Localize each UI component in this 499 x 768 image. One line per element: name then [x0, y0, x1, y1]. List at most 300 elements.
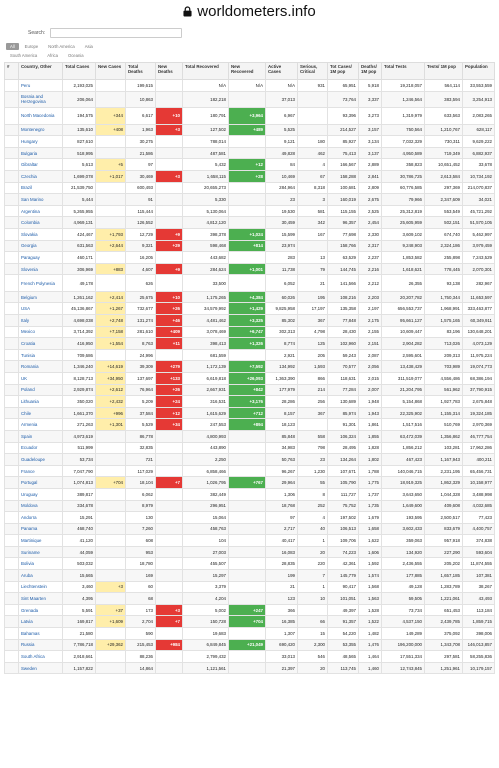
table-cell: 297,369: [425, 182, 463, 194]
table-cell: 2,970,369: [463, 419, 495, 431]
table-row: [5, 604, 495, 616]
table-cell: 1: [298, 581, 328, 593]
table-row: [5, 291, 495, 303]
country-link[interactable]: Bahamas: [19, 628, 63, 640]
table-cell: 5,265,955: [63, 205, 96, 217]
filter-row: [6, 52, 499, 59]
table-cell: [156, 512, 183, 524]
country-link[interactable]: Ecuador: [19, 442, 63, 454]
table-cell: 284,964: [266, 182, 298, 194]
table-cell: 359,063: [382, 535, 425, 547]
table-cell: 1,221,061: [425, 593, 463, 605]
country-link[interactable]: France: [19, 465, 63, 477]
filter-chip[interactable]: North America: [48, 44, 75, 49]
country-link[interactable]: Bolivia: [19, 558, 63, 570]
table-cell: 8,763: [126, 338, 156, 350]
column-header[interactable]: Country, Other: [19, 63, 63, 80]
table-row: [5, 407, 495, 419]
table-row: [5, 465, 495, 477]
country-link[interactable]: Panama: [19, 523, 63, 535]
table-cell: 100,681: [328, 182, 359, 194]
country-link[interactable]: Poland: [19, 384, 63, 396]
table-cell: 3,643,650: [382, 488, 425, 500]
table-cell: 374,838: [463, 535, 495, 547]
column-header[interactable]: Active Cases: [266, 63, 298, 80]
country-link[interactable]: Martinique: [19, 535, 63, 547]
table-cell: 719,349: [425, 147, 463, 159]
table-cell: [96, 465, 126, 477]
row-number: [5, 546, 19, 558]
table-cell: 3,714,392: [63, 326, 96, 338]
table-cell: [229, 546, 266, 558]
table-cell: 4,973,619: [63, 430, 96, 442]
table-cell: +247: [229, 604, 266, 616]
table-row: [5, 275, 495, 292]
table-cell: [96, 558, 126, 570]
table-cell: [156, 488, 183, 500]
table-cell: 1,230: [298, 465, 328, 477]
table-cell: +814: [229, 240, 266, 252]
table-cell: 2,809: [359, 182, 382, 194]
column-header[interactable]: New Recovered: [229, 63, 266, 80]
table-cell: 721: [126, 454, 156, 466]
table-cell: 33,500: [183, 275, 229, 292]
table-cell: +6,747: [229, 326, 266, 338]
lock-icon: [183, 6, 192, 17]
table-cell: 115,155: [328, 205, 359, 217]
country-link[interactable]: Hungary: [19, 136, 63, 148]
table-cell: 77,848: [328, 315, 359, 327]
table-cell: 674,740: [425, 228, 463, 240]
table-cell: 177,979: [266, 384, 298, 396]
table-cell: 41,120: [63, 535, 96, 547]
table-cell: +2,612: [96, 384, 126, 396]
table-cell: 4,481,462: [183, 315, 229, 327]
table-cell: [156, 275, 183, 292]
country-link[interactable]: Croatia: [19, 338, 63, 350]
table-cell: 2,841: [359, 170, 382, 182]
table-row: [5, 523, 495, 535]
column-header[interactable]: Total Tests: [382, 63, 425, 80]
table-cell: 6,617: [126, 108, 156, 125]
country-link[interactable]: Argentina: [19, 205, 63, 217]
table-cell: 7,032,329: [382, 136, 425, 148]
country-link[interactable]: Guadeloupe: [19, 454, 63, 466]
table-cell: 70,577: [328, 361, 359, 373]
table-cell: 28,286: [266, 396, 298, 408]
filter-chip[interactable]: Asia: [84, 44, 93, 49]
table-cell: 43,493: [463, 593, 495, 605]
country-link[interactable]: Brazil: [19, 182, 63, 194]
table-cell: 106,513: [328, 523, 359, 535]
table-cell: 73,764: [328, 91, 359, 108]
table-cell: 195: [298, 291, 328, 303]
country-link[interactable]: Latvia: [19, 616, 63, 628]
column-header[interactable]: Total Deaths: [126, 63, 156, 80]
table-cell: 7,243,529: [463, 252, 495, 264]
country-link[interactable]: San Marino: [19, 194, 63, 206]
country-link[interactable]: Uruguay: [19, 488, 63, 500]
table-cell: 510,769: [425, 419, 463, 431]
filter-chip[interactable]: South America: [10, 53, 38, 58]
column-header[interactable]: New Cases: [96, 63, 126, 80]
table-cell: 1,363,390: [266, 372, 298, 384]
table-cell: +3: [156, 170, 183, 182]
table-cell: 134,992: [266, 361, 298, 373]
table-cell: 4,950,589: [382, 147, 425, 159]
table-cell: 2,324,186: [425, 240, 463, 252]
table-row: [5, 546, 495, 558]
table-row: [5, 662, 495, 674]
table-cell: 214,070,837: [463, 182, 495, 194]
row-number: [5, 205, 19, 217]
table-cell: +12: [156, 407, 183, 419]
country-link[interactable]: UK: [19, 372, 63, 384]
table-cell: 1,927,783: [425, 396, 463, 408]
table-cell: +3: [156, 124, 183, 136]
table-cell: 45,136,867: [63, 303, 96, 315]
table-cell: 140,046,715: [382, 465, 425, 477]
table-cell: 3,979,459: [463, 240, 495, 252]
table-cell: 502,151: [425, 217, 463, 229]
table-row: [5, 240, 495, 252]
search-row: [28, 27, 499, 39]
table-cell: 123: [266, 593, 298, 605]
table-cell: [96, 217, 126, 229]
column-header[interactable]: Tot Cases/ 1M pop: [328, 63, 359, 80]
table-cell: 1,026,795: [183, 477, 229, 489]
table-cell: [156, 523, 183, 535]
table-cell: [229, 465, 266, 477]
table-cell: 55: [298, 477, 328, 489]
table-cell: 1,074,813: [63, 477, 96, 489]
row-number: [5, 535, 19, 547]
country-link[interactable]: Sweden: [19, 662, 63, 674]
country-link[interactable]: Spain: [19, 430, 63, 442]
table-cell: 633,563: [425, 108, 463, 125]
filter-chip[interactable]: Europe: [24, 44, 39, 49]
table-cell: 169: [126, 570, 156, 582]
table-cell: 8,774: [266, 338, 298, 350]
table-cell: 1,963: [126, 124, 156, 136]
region-filters: [6, 43, 499, 59]
table-cell: 1,346,240: [63, 361, 96, 373]
table-cell: [156, 558, 183, 570]
table-cell: 19,683: [183, 628, 229, 640]
column-header[interactable]: Total Recovered: [183, 63, 229, 80]
country-link[interactable]: Peru: [19, 80, 63, 92]
table-cell: 4,395: [63, 593, 96, 605]
table-cell: 1,574: [359, 570, 382, 582]
table-cell: 2,197: [359, 303, 382, 315]
table-cell: 6,858,466: [183, 465, 229, 477]
table-cell: 30,469: [126, 170, 156, 182]
table-cell: 5,130,064: [183, 205, 229, 217]
table-cell: 6,052: [266, 275, 298, 292]
row-number: [5, 124, 19, 136]
table-cell: +3,325: [229, 315, 266, 327]
table-cell: 468,740: [63, 523, 96, 535]
table-cell: 2,454: [359, 217, 382, 229]
table-cell: [229, 275, 266, 292]
table-cell: 39,309: [126, 361, 156, 373]
table-cell: 77,284: [328, 384, 359, 396]
table-cell: [96, 430, 126, 442]
table-cell: 91: [126, 194, 156, 206]
country-link[interactable]: Colombia: [19, 217, 63, 229]
table-cell: 367: [298, 407, 328, 419]
table-cell: 247,553: [183, 419, 229, 431]
country-link[interactable]: Gibraltar: [19, 159, 63, 171]
table-cell: 389,817: [63, 488, 96, 500]
table-cell: 95,661,127: [382, 315, 425, 327]
table-cell: +28: [229, 170, 266, 182]
table-cell: 5,591: [63, 604, 96, 616]
table-cell: +29: [156, 240, 183, 252]
table-cell: 1,943: [359, 407, 382, 419]
country-link[interactable]: North Macedonia: [19, 108, 63, 125]
table-cell: 130,689: [328, 396, 359, 408]
table-cell: 1,307: [266, 628, 298, 640]
table-cell: 1,618,621: [382, 263, 425, 275]
country-link[interactable]: Andorra: [19, 512, 63, 524]
table-row: [5, 124, 495, 136]
table-cell: 214,527: [328, 124, 359, 136]
table-cell: 73,734: [382, 604, 425, 616]
table-cell: 30,275: [126, 136, 156, 148]
table-cell: 49,828: [266, 147, 298, 159]
search-input[interactable]: [50, 28, 182, 38]
filter-chip[interactable]: Africa: [47, 53, 58, 58]
table-cell: +133: [156, 372, 183, 384]
table-cell: 1,517,516: [382, 419, 425, 431]
country-link[interactable]: Sint Maarten: [19, 593, 63, 605]
table-cell: [229, 454, 266, 466]
column-header[interactable]: #: [5, 63, 19, 80]
table-cell: [229, 205, 266, 217]
table-cell: 53,734: [63, 454, 96, 466]
table-cell: 398,006: [463, 628, 495, 640]
table-cell: 2,231,195: [425, 465, 463, 477]
table-cell: 398,413: [183, 338, 229, 350]
table-cell: 54,220: [328, 628, 359, 640]
table-cell: +996: [96, 407, 126, 419]
table-cell: 38,267: [463, 581, 495, 593]
table-row: [5, 315, 495, 327]
column-header[interactable]: Total Cases: [63, 63, 96, 80]
table-cell: 30,786,725: [382, 170, 425, 182]
table-cell: 48,565: [328, 651, 359, 663]
table-row: [5, 108, 495, 125]
table-row: [5, 535, 495, 547]
country-link[interactable]: Bosnia and Herzegovina: [19, 91, 63, 108]
country-link[interactable]: Paraguay: [19, 252, 63, 264]
country-link[interactable]: French Polynesia: [19, 275, 63, 292]
row-number: [5, 252, 19, 264]
country-link[interactable]: Belgium: [19, 291, 63, 303]
country-link[interactable]: USA: [19, 303, 63, 315]
table-cell: 60,349,911: [463, 315, 495, 327]
table-cell: 101,051: [328, 593, 359, 605]
table-cell: 3,460: [63, 581, 96, 593]
table-cell: 173: [126, 604, 156, 616]
table-cell: [156, 500, 183, 512]
table-cell: 21,204,795: [382, 384, 425, 396]
table-cell: 37,790,915: [463, 384, 495, 396]
table-cell: 2,500,517: [425, 512, 463, 524]
country-link[interactable]: Portugal: [19, 477, 63, 489]
table-cell: 18,780: [126, 558, 156, 570]
table-cell: 68: [126, 593, 156, 605]
table-cell: 6,849,845: [183, 639, 229, 651]
table-cell: [298, 108, 328, 125]
table-row: [5, 396, 495, 408]
column-header[interactable]: Deaths/ 1M pop: [359, 63, 382, 80]
table-cell: 18,768: [266, 500, 298, 512]
country-link[interactable]: Lithuania: [19, 396, 63, 408]
table-cell: [96, 512, 126, 524]
table-cell: 130: [126, 512, 156, 524]
table-cell: 134,920: [382, 546, 425, 558]
row-number: [5, 291, 19, 303]
table-cell: +842: [229, 384, 266, 396]
row-number: [5, 581, 19, 593]
table-cell: +21,049: [229, 639, 266, 651]
table-cell: 177,885: [382, 570, 425, 582]
table-cell: 196,200,000: [382, 639, 425, 651]
table-cell: 146,013,857: [463, 639, 495, 651]
table-cell: +1,326: [229, 338, 266, 350]
table-cell: 21: [298, 275, 328, 292]
table-cell: 102,960: [328, 338, 359, 350]
row-number: [5, 407, 19, 419]
table-cell: 1,862,329: [425, 477, 463, 489]
table-cell: [156, 217, 183, 229]
country-link[interactable]: Armenia: [19, 419, 63, 431]
url-text: worldometers.info: [197, 2, 316, 20]
table-cell: 206,064: [63, 91, 96, 108]
table-cell: 1,679: [359, 512, 382, 524]
table-cell: 460,171: [63, 252, 96, 264]
table-cell: N/A: [229, 80, 266, 92]
table-cell: 5,330: [183, 194, 229, 206]
table-cell: 16,083: [266, 546, 298, 558]
table-cell: 553,549: [425, 205, 463, 217]
country-link[interactable]: Chile: [19, 407, 63, 419]
table-cell: 1,283,789: [425, 581, 463, 593]
table-cell: 23,974: [266, 240, 298, 252]
table-cell: 2,525: [359, 205, 382, 217]
table-cell: 93,138: [425, 275, 463, 292]
country-link[interactable]: Romania: [19, 361, 63, 373]
table-cell: 34,983: [266, 442, 298, 454]
table-cell: 220: [298, 558, 328, 570]
table-cell: 180,791: [183, 108, 229, 125]
table-cell: 561,962: [425, 384, 463, 396]
table-cell: 1,044,328: [425, 488, 463, 500]
table-cell: 117,029: [126, 465, 156, 477]
table-cell: 2,929,874: [63, 384, 96, 396]
table-cell: 51,570,105: [463, 217, 495, 229]
country-link[interactable]: Tunisia: [19, 349, 63, 361]
table-cell: 106,324: [328, 430, 359, 442]
table-cell: +14,619: [96, 361, 126, 373]
column-header[interactable]: Serious, Critical: [298, 63, 328, 80]
table-cell: [96, 136, 126, 148]
table-cell: [156, 570, 183, 582]
table-cell: +1,024: [229, 228, 266, 240]
table-cell: 3,488,998: [463, 488, 495, 500]
table-cell: 1,464: [359, 651, 382, 663]
table-cell: 20,655,273: [183, 182, 229, 194]
table-cell: 511,999: [63, 442, 96, 454]
column-header[interactable]: New Deaths: [156, 63, 183, 80]
country-link[interactable]: Russia: [19, 639, 63, 651]
column-header[interactable]: Population: [463, 63, 495, 80]
country-link[interactable]: Mexico: [19, 326, 63, 338]
table-cell: 306,969: [63, 263, 96, 275]
table-cell: [96, 252, 126, 264]
table-cell: 703,989: [425, 361, 463, 373]
country-link[interactable]: Montenegro: [19, 124, 63, 136]
table-cell: 144,745: [328, 263, 359, 275]
column-header[interactable]: Tests/ 1M pop: [425, 63, 463, 80]
country-link[interactable]: Grenada: [19, 604, 63, 616]
table-cell: 284,624: [183, 263, 229, 275]
row-number: [5, 303, 19, 315]
country-link[interactable]: Liechtenstein: [19, 581, 63, 593]
row-number: [5, 80, 19, 92]
country-link[interactable]: Bulgaria: [19, 147, 63, 159]
table-cell: 103,281: [425, 442, 463, 454]
filter-chip[interactable]: All: [6, 43, 19, 50]
country-link[interactable]: Suriname: [19, 546, 63, 558]
table-cell: 50,763: [266, 454, 298, 466]
table-cell: [156, 91, 183, 108]
table-cell: 1,343,708: [425, 639, 463, 651]
table-cell: 77,423: [463, 512, 495, 524]
table-cell: [298, 91, 328, 108]
table-cell: 957,918: [425, 535, 463, 547]
country-link[interactable]: Georgia: [19, 240, 63, 252]
table-cell: [229, 651, 266, 663]
country-link[interactable]: Czechia: [19, 170, 63, 182]
table-cell: 90,417: [328, 581, 359, 593]
table-cell: [156, 136, 183, 148]
address-bar[interactable]: [0, 0, 499, 22]
country-link[interactable]: Moldova: [19, 500, 63, 512]
filter-chip[interactable]: Oceania: [67, 53, 84, 58]
table-cell: 681,559: [183, 349, 229, 361]
country-link[interactable]: Italy: [19, 315, 63, 327]
table-cell: 1,861: [359, 419, 382, 431]
table-cell: 28,835: [266, 558, 298, 570]
country-link[interactable]: South Africa: [19, 651, 63, 663]
table-cell: 931: [298, 80, 328, 92]
table-cell: [229, 628, 266, 640]
country-link[interactable]: Slovenia: [19, 263, 63, 275]
table-cell: [96, 488, 126, 500]
table-row: [5, 454, 495, 466]
country-link[interactable]: Aruba: [19, 570, 63, 582]
table-cell: 10,158,977: [463, 477, 495, 489]
country-link[interactable]: Slovakia: [19, 228, 63, 240]
table-cell: 2,675: [359, 194, 382, 206]
table-cell: 1,859,715: [463, 616, 495, 628]
table-cell: [229, 252, 266, 264]
table-cell: +1,301: [96, 419, 126, 431]
table-cell: 3,157: [359, 124, 382, 136]
